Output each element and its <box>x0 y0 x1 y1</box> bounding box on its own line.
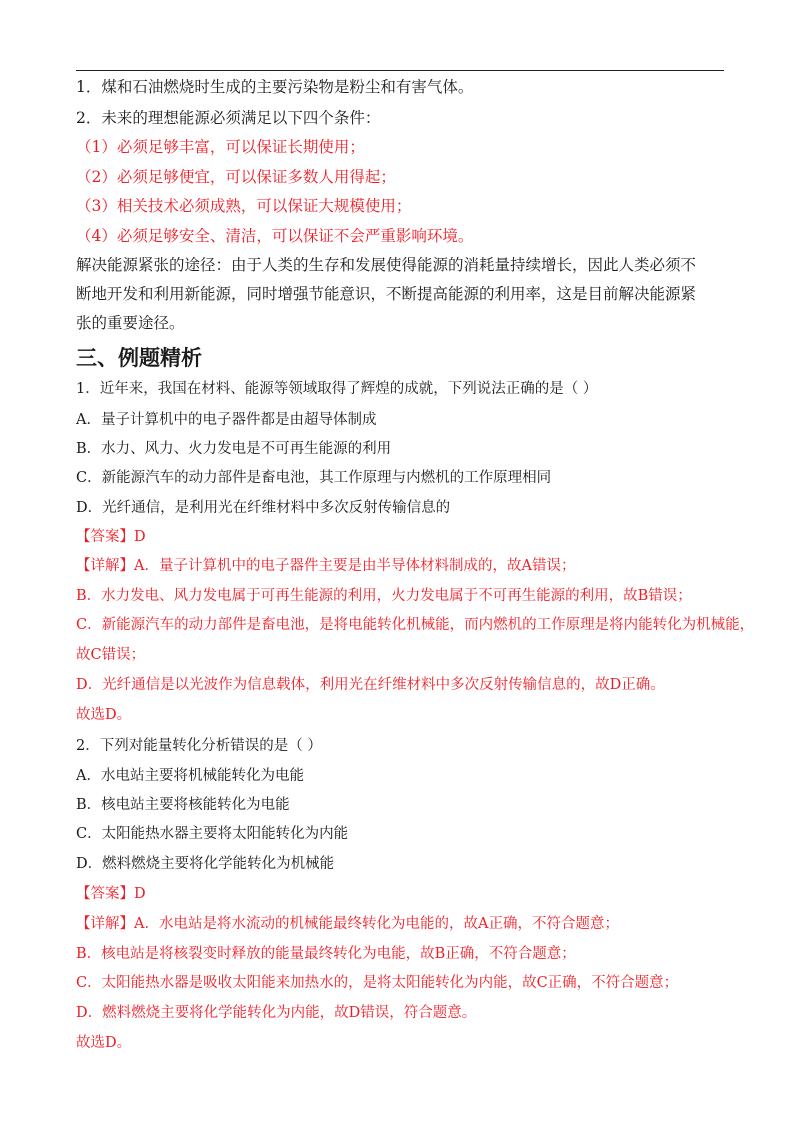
paragraph-line-2: 断地开发和利用新能源，同时增强节能意识，不断提高能源的利用率，这是目前解决能源紧 <box>76 285 697 303</box>
q2-detail-d: D．燃料燃烧主要将化学能转化为内能，故D错误，符合题意。 <box>76 1005 477 1021</box>
section-heading: 三、例题精析 <box>76 346 202 370</box>
q2-option-c: C．太阳能热水器主要将太阳能转化为内能 <box>76 826 349 842</box>
condition-4: （4）必须足够安全、清洁，可以保证不会严重影响环境。 <box>76 227 474 245</box>
q2-option-b: B．核电站主要将核能转化为电能 <box>76 797 290 813</box>
intro-item-1: 1．煤和石油燃烧时生成的主要污染物是粉尘和有害气体。 <box>76 78 474 96</box>
q2-answer <box>76 884 146 904</box>
q2-option-d: D．燃料燃烧主要将化学能转化为机械能 <box>76 856 335 872</box>
q1-detail-a-text: A．量子计算机中的电子器件主要是由半导体材料制成的，故A错误； <box>134 558 576 574</box>
intro-item-2: 2．未来的理想能源必须满足以下四个条件： <box>76 109 381 127</box>
q1-detail-a <box>76 556 575 576</box>
q1-stem: 1．近年来，我国在材料、能源等领域取得了辉煌的成就，下列说法正确的是（ ） <box>76 381 598 397</box>
q1-option-d: D．光纤通信，是利用光在纤维材料中多次反射传输信息的 <box>76 500 451 516</box>
paragraph-line-1: 解决能源紧张的途径：由于人类的生存和发展使得能源的消耗量持续增长，因此人类必须不 <box>76 256 697 274</box>
condition-2: （2）必须足够便宜，可以保证多数人用得起； <box>76 168 396 186</box>
q2-stem: 2．下列对能量转化分析错误的是（ ） <box>76 738 322 754</box>
q2-answer-value: D <box>134 886 146 902</box>
q1-answer <box>76 527 146 547</box>
q1-option-c: C．新能源汽车的动力部件是畜电池，其工作原理与内燃机的工作原理相同 <box>76 470 552 486</box>
q1-option-a: A．量子计算机中的电子器件都是由超导体制成 <box>76 412 377 428</box>
q2-detail-a <box>76 914 619 934</box>
q2-detail-a-text: A．水电站是将水流动的机械能最终转化为电能的，故A正确，不符合题意； <box>134 916 619 932</box>
condition-1: （1）必须足够丰富，可以保证长期使用； <box>76 138 365 156</box>
header-rule <box>76 70 724 71</box>
paragraph-line-3: 张的重要途径。 <box>76 314 185 332</box>
q1-answer-tag: 【答案】 <box>76 529 134 545</box>
q2-detail-c: C．太阳能热水器是吸收太阳能来加热水的，是将太阳能转化为内能，故C正确，不符合题意； <box>76 975 679 991</box>
q1-option-b: B．水力、风力、火力发电是不可再生能源的利用 <box>76 441 392 457</box>
q2-detail-b: B．核电站是将核裂变时释放的能量最终转化为电能，故B正确，不符合题意； <box>76 946 576 962</box>
q2-detail-tag: 【详解】 <box>76 916 134 932</box>
q2-conclusion: 故选D。 <box>76 1035 132 1051</box>
q1-detail-c-line-2: 故C错误； <box>76 647 146 663</box>
q1-detail-b: B．水力发电、风力发电属于可再生能源的利用，火力发电属于不可再生能源的利用，故B错误； <box>76 588 692 604</box>
q1-detail-tag: 【详解】 <box>76 558 134 574</box>
q1-detail-c-line-1: C．新能源汽车的动力部件是畜电池，是将电能转化机械能，而内燃机的工作原理是将内能转化为机械能， <box>76 617 755 633</box>
q1-conclusion: 故选D。 <box>76 707 132 723</box>
q2-option-a: A．水电站主要将机械能转化为电能 <box>76 768 304 784</box>
q2-answer-tag: 【答案】 <box>76 886 134 902</box>
q1-detail-d: D．光纤通信是以光波作为信息载体，利用光在纤维材料中多次反射传输信息的，故D正确。 <box>76 677 665 693</box>
q1-answer-value: D <box>134 529 146 545</box>
condition-3: （3）相关技术必须成熟，可以保证大规模使用； <box>76 197 412 215</box>
